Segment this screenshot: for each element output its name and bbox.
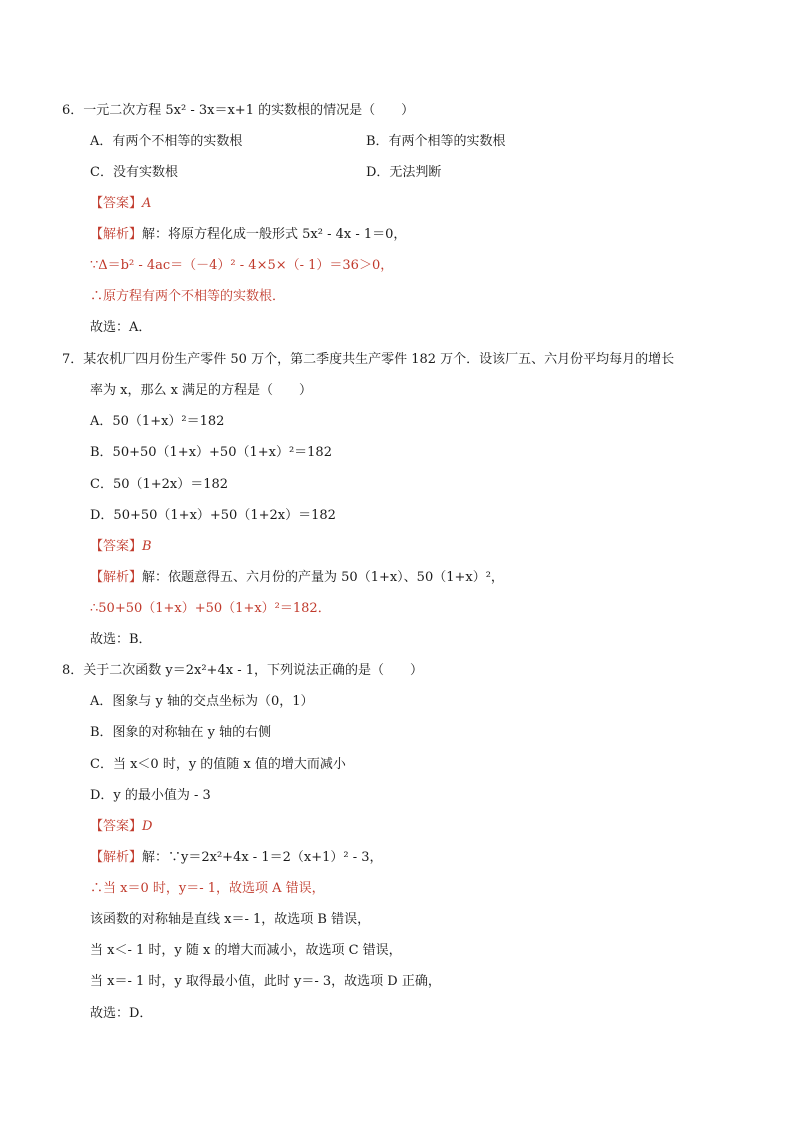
q8-analysis-line-1 — [90, 849, 383, 867]
q6-option-b: B．有两个相等的实数根 — [366, 134, 506, 149]
analysis-tag: 【解析】 — [90, 227, 143, 242]
q7-option-b: B．50+50（1+x）+50（1+x）²＝182 — [90, 445, 332, 460]
q7-answer — [90, 538, 152, 556]
q8-analysis-line-5: 当 x＝- 1 时，y 取得最小值，此时 y＝- 3，故选项 D 正确， — [90, 974, 441, 989]
q8-answer — [90, 818, 152, 836]
q6-analysis-line-1 — [90, 226, 406, 244]
q8-analysis-line-4: 当 x＜- 1 时，y 随 x 的增大而减小，故选项 C 错误， — [90, 943, 402, 958]
q7-option-a: A．50（1+x）²＝182 — [90, 414, 225, 429]
q6-option-a: A．有两个不相等的实数根 — [90, 134, 243, 149]
q6-answer — [90, 195, 151, 213]
q7-option-c: C．50（1+2x）＝182 — [90, 477, 229, 492]
q6-option-c: C．没有实数根 — [90, 165, 178, 180]
q8-option-c: C．当 x＜0 时，y 的值随 x 值的增大而减小 — [90, 757, 346, 772]
answer-value: D — [142, 819, 153, 834]
answer-tag: 【答案】 — [90, 196, 143, 211]
q7-option-d: D．50+50（1+x）+50（1+2x）＝182 — [90, 508, 336, 523]
q8-option-d: D．y 的最小值为 - 3 — [90, 788, 211, 803]
q6-stem: 6．一元二次方程 5x² - 3x＝x+1 的实数根的情况是（ ） — [62, 103, 415, 118]
q8-choose: 故选：D． — [90, 1006, 153, 1021]
q6-choose: 故选：A． — [90, 320, 152, 335]
analysis-text: 解：∵y＝2x²+4x - 1＝2（x+1）² - 3， — [142, 850, 383, 865]
answer-tag: 【答案】 — [90, 539, 143, 554]
q8-option-b: B．图象的对称轴在 y 轴的右侧 — [90, 725, 272, 740]
answer-tag: 【答案】 — [90, 819, 143, 834]
q7-choose: 故选：B． — [90, 632, 152, 647]
answer-value: B — [142, 539, 152, 554]
q8-analysis-line-2: ∴当 x＝0 时，y＝- 1，故选项 A 错误， — [90, 881, 325, 896]
analysis-text: 解：将原方程化成一般形式 5x² - 4x - 1＝0， — [142, 227, 407, 242]
q8-option-a: A．图象与 y 轴的交点坐标为（0，1） — [90, 694, 314, 709]
answer-value: A — [142, 196, 152, 211]
analysis-text: 解：依题意得五、六月份的产量为 50（1+x）、50（1+x）²， — [142, 570, 504, 585]
analysis-tag: 【解析】 — [90, 570, 143, 585]
q7-analysis-line-2: ∴50+50（1+x）+50（1+x）²＝182． — [90, 601, 331, 616]
q7-stem-line-2: 率为 x，那么 x 满足的方程是（ ） — [90, 383, 313, 398]
q8-analysis-line-3: 该函数的对称轴是直线 x＝- 1，故选项 B 错误， — [90, 912, 371, 927]
q8-stem: 8．关于二次函数 y＝2x²+4x - 1，下列说法正确的是（ ） — [62, 663, 423, 678]
analysis-tag: 【解析】 — [90, 850, 143, 865]
q7-stem-line-1: 7．某农机厂四月份生产零件 50 万个，第二季度共生产零件 182 万个．设该厂五、六月份平均每月的增长 — [62, 352, 675, 367]
q6-option-d: D．无法判断 — [366, 165, 442, 180]
q6-analysis-line-3: ∴原方程有两个不相等的实数根． — [90, 289, 286, 304]
q7-analysis-line-1 — [90, 569, 504, 587]
q6-analysis-line-2: ∵Δ＝b² - 4ac＝（－4）² - 4×5×（- 1）＝36＞0， — [90, 258, 394, 273]
